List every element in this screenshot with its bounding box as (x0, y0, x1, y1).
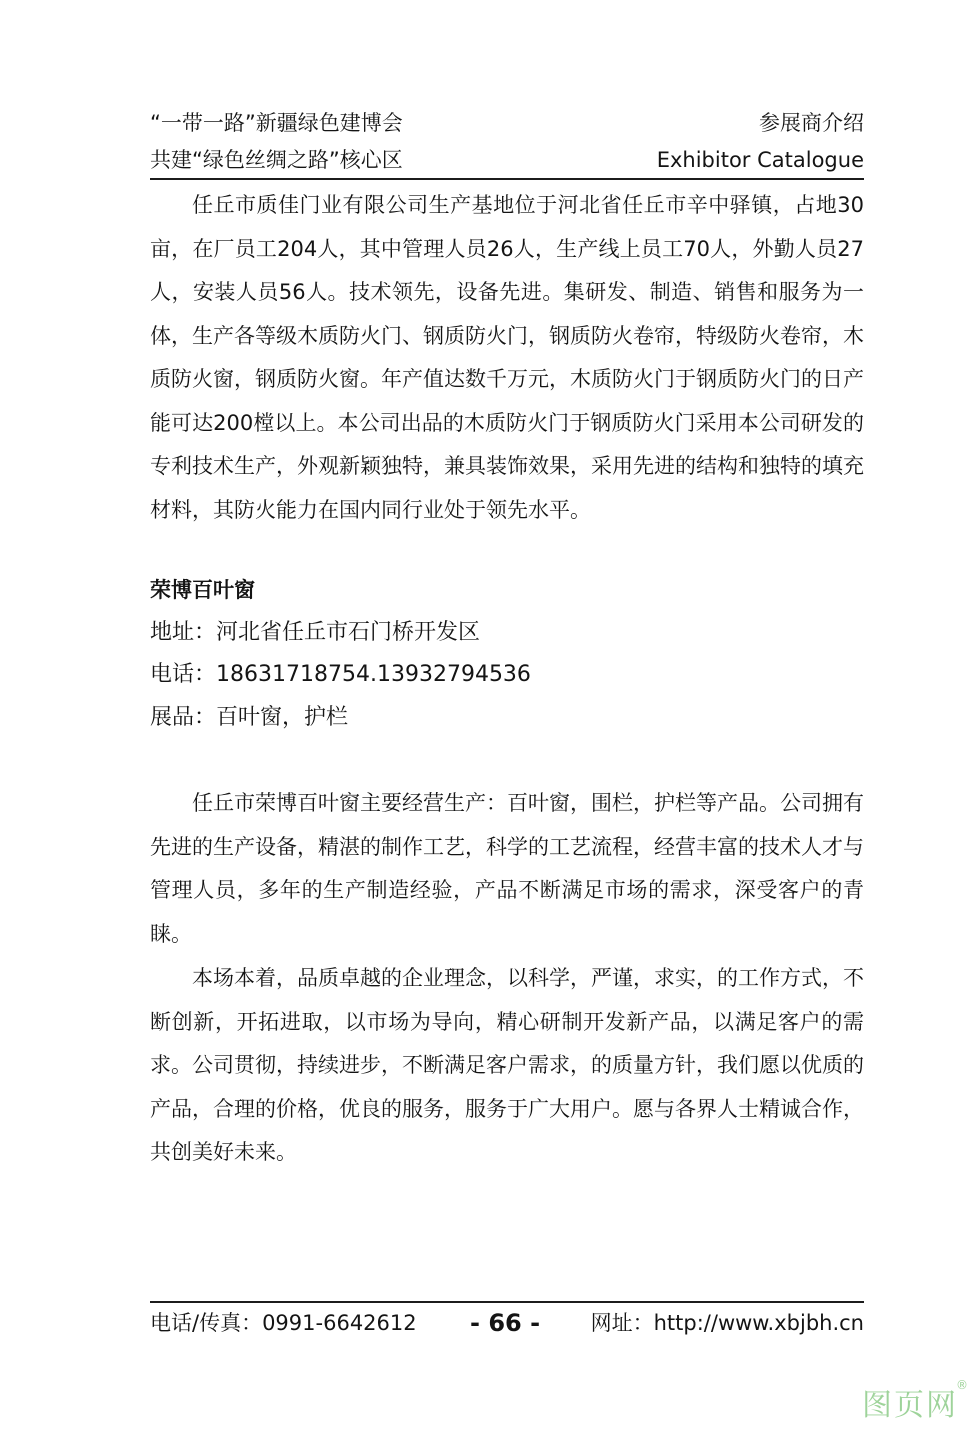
registered-mark: ® (956, 1378, 968, 1392)
page-number: - 66 - (470, 1309, 541, 1337)
company-name: 荣博百叶窗 (150, 578, 255, 602)
expo-title: “一带一路”新疆绿色建博会 (150, 111, 403, 135)
paragraph: 任丘市质佳门业有限公司生产基地位于河北省任丘市辛中驿镇，占地30亩，在厂员工204人，其中管理人员26人，生产线上员工70人，外勤人员27人，安装人员56人。技术领先，设备先进。集研发、制造、销售和服务为一体，生产各等级木质防火门、钢质防火门，钢质防火卷帘，特级防火卷帘，木质防火窗，钢质防火窗。年产值达数千万元，木质防火门于钢质防火门的日产能可达200樘以上。本公司出品的木质防火门于钢质防火门采用本公司研发的专利技术生产，外观新颖独特，兼具装饰效果，采用先进的结构和独特的填充材料，其防火能力在国内同行业处于领先水平。 (150, 193, 864, 522)
paragraph: 任丘市荣博百叶窗主要经营生产：百叶窗，围栏，护栏等产品。公司拥有先进的生产设备，精湛的制作工艺，科学的工艺流程，经营丰富的技术人才与管理人员，多年的生产制造经验，产品不断满足市场的需求，深受客户的青睐。 (150, 791, 864, 946)
footer-website: 网址：http://www.xbjbh.cn (590, 1311, 864, 1335)
company-products: 展品：百叶窗，护栏 (150, 705, 349, 730)
footer-divider (150, 1301, 864, 1303)
header-divider (150, 178, 864, 180)
paragraph: 本场本着，品质卓越的企业理念，以科学，严谨，求实，的工作方式，不断创新，开拓进取，以市场为导向，精心研制开发新产品，以满足客户的需求。公司贯彻，持续进步，不断满足客户需求，的质量方针，我们愿以优质的产品，合理的价格，优良的服务，服务于广大用户。愿与各界人士精诚合作，共创美好未来。 (150, 966, 864, 1164)
company-phone: 电话：18631718754.13932794536 (150, 662, 531, 687)
company-address: 地址：河北省任丘市石门桥开发区 (150, 620, 481, 645)
company-description-1 (150, 782, 864, 956)
previous-company-description (150, 184, 864, 532)
watermark-logo: 图页网 (862, 1388, 958, 1423)
section-title-cn: 参展商介绍 (759, 111, 864, 135)
footer-phone-fax: 电话/传真：0991-6642612 (150, 1311, 417, 1335)
company-description-2 (150, 957, 864, 1175)
expo-subtitle: 共建“绿色丝绸之路”核心区 (150, 148, 403, 172)
section-title-en: Exhibitor Catalogue (656, 148, 864, 172)
